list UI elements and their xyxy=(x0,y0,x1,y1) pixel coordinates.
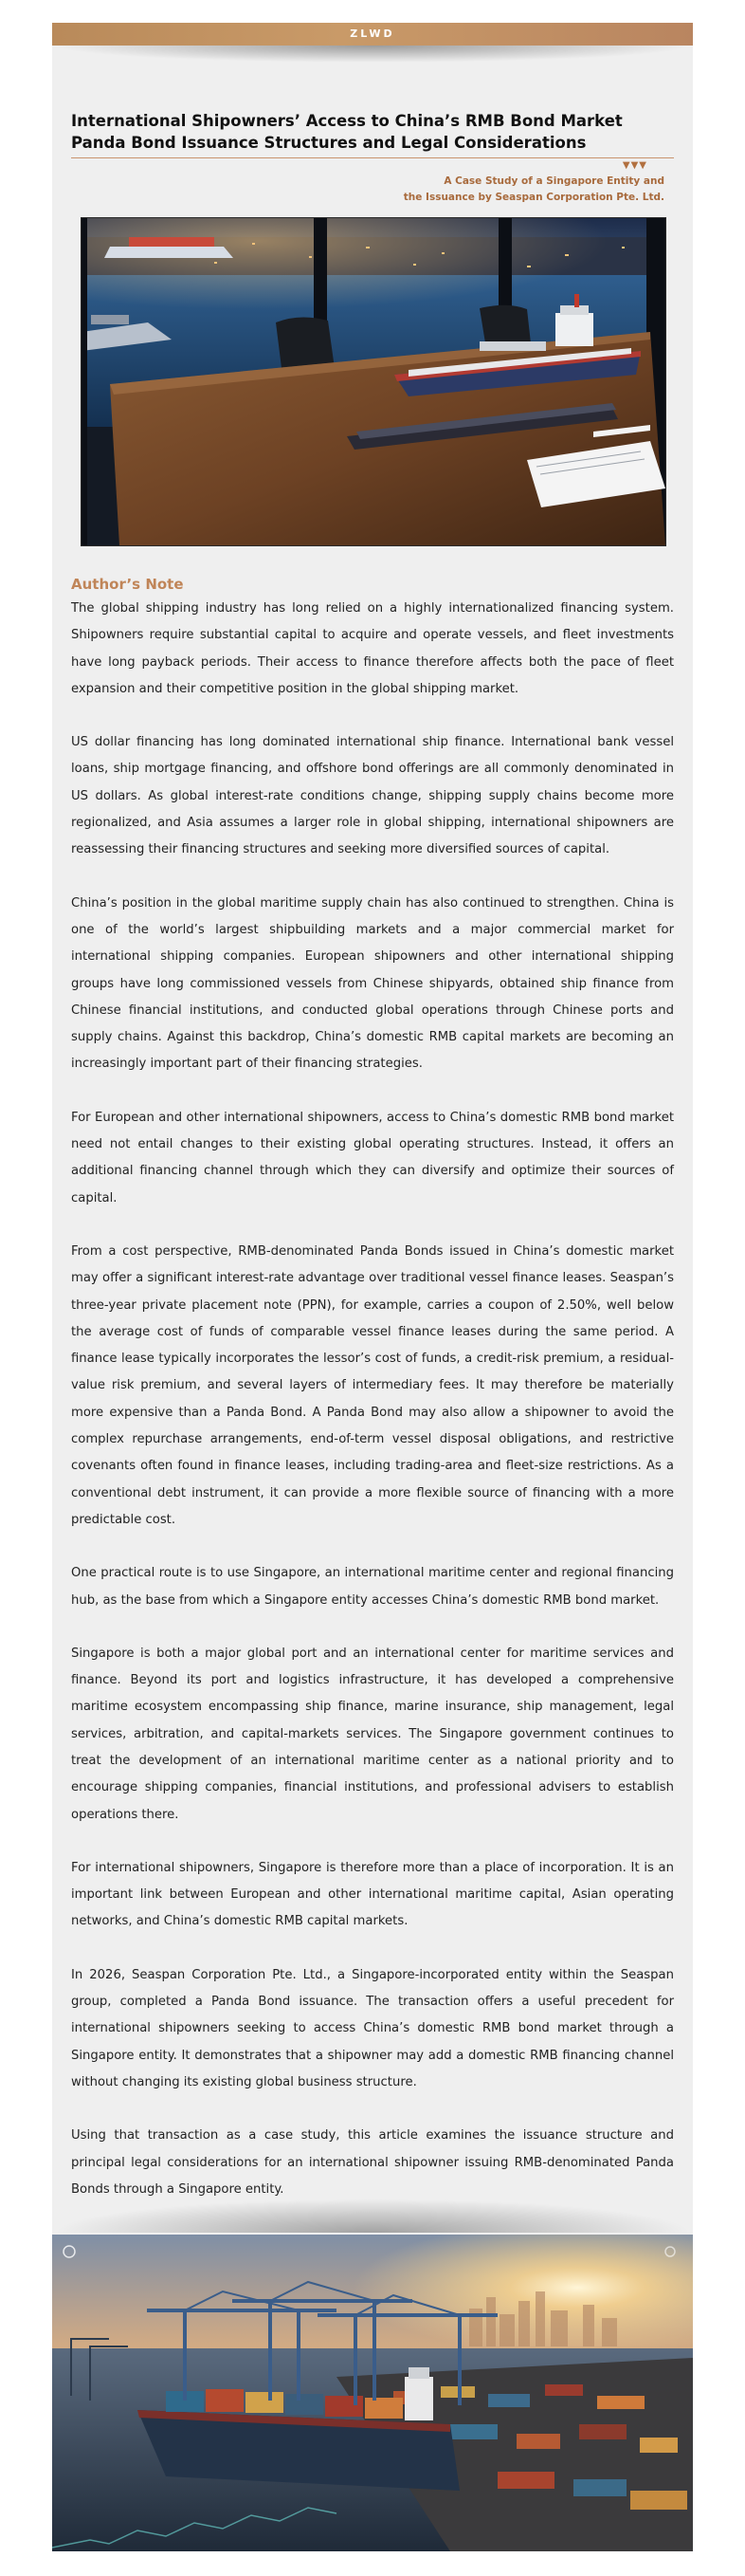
subtitle-line-1: A Case Study of a Singapore Entity and xyxy=(444,175,664,187)
section-heading-authors-note: Author’s Note xyxy=(71,576,184,593)
paragraph: Using that transaction as a case study, this article examines the issuance structure and principal legal considerations for an international shipowner issuing RMB-denominated Panda Bonds through a Singapore entity. xyxy=(71,2128,674,2197)
down-arrows-icon: ▼▼▼ xyxy=(622,160,647,171)
article-page xyxy=(52,23,693,2551)
paragraph: China’s position in the global maritime supply chain has also continued to strengthen. China is one of the world’s largest shipbuilding markets and a major commercial market for international shipping companies. European shipowners and other international shipping groups have long commissioned vessels from Chinese shipyards, obtained ship finance from Chinese financial institutions, and conducted global operations through Chinese ports and supply chains. Against this backdrop, China’s domestic RMB capital markets are becoming an increasingly important part of their financing strategies. xyxy=(71,895,674,1072)
paragraph: Singapore is both a major global port and an international center for maritime services and finance. Beyond its port and logistics infrastructure, it has developed a comprehensive maritime ecosystem encompassing ship finance, marine insurance, ship management, legal services, arbitration, and capital-markets services. The Singapore government continues to treat the development of an international maritime center as a national priority and to encourage shipping companies, financial institutions, and professional advisers to establish operations there. xyxy=(71,1646,674,1822)
brand-bar xyxy=(52,23,693,46)
footer-image-container-port xyxy=(52,2235,693,2551)
paragraph: The global shipping industry has long relied on a highly internationalized financing system. Shipowners require substantial capital to acquire and operate vessels, and fleet investments have long payback periods. Their access to finance therefore affects both the pace of fleet expansion and their competitive position in the global shipping market. xyxy=(71,601,674,696)
title-line-2: Panda Bond Issuance Structures and Legal Considerations xyxy=(71,134,587,152)
paragraph: One practical route is to use Singapore, an international maritime center and regional financing hub, as the base from which a Singapore entity accesses China’s domestic RMB bond market. xyxy=(71,1566,674,1608)
paragraph: For European and other international shipowners, access to China’s domestic RMB bond market need not entail changes to their existing global operating structures. Instead, it offers an additional financing channel through which they can diversify and optimize their sources of capital. xyxy=(71,1110,674,1205)
paragraph: US dollar financing has long dominated international ship finance. International bank vessel loans, ship mortgage financing, and offshore bond offerings are all commonly denominated in US dollars. As global interest-rate conditions change, shipping supply chains become more regionalized, and Asia assumes a larger role in global shipping, international shipowners are reassessing their financing structures and seeking more diversified sources of capital. xyxy=(71,735,674,857)
title-divider xyxy=(71,157,674,158)
title-line-1: International Shipowners’ Access to China’s RMB Bond Market xyxy=(71,112,623,130)
hero-image-boardroom-ship-model xyxy=(81,217,666,546)
subtitle xyxy=(52,174,664,206)
title-block xyxy=(52,63,693,154)
footer-shadow xyxy=(52,2199,693,2233)
header-shadow xyxy=(52,46,693,63)
subtitle-line-2: the Issuance by Seaspan Corporation Pte. Ltd. xyxy=(403,192,664,203)
paragraph: For international shipowners, Singapore is therefore more than a place of incorporation. It is an important link between European and other international maritime capital, Asian operating networks, and China’s domestic RMB capital markets. xyxy=(71,1860,674,1929)
article-body xyxy=(71,596,674,2203)
brand-label: ZLWD xyxy=(350,28,395,40)
paragraph: From a cost perspective, RMB-denominated Panda Bonds issued in China’s domestic market may offer a significant interest-rate advantage over traditional vessel finance leases. Seaspan’s three-year private placement note (PPN), for example, carries a coupon of 2.50%, well below the average cost of funds of comparable vessel finance leases during the same period. A finance lease typically incorporates the lessor’s cost of funds, a credit-risk premium, a residual-value risk premium, and several layers of intermediary fees. It may therefore be materially more expensive than a Panda Bond. A Panda Bond may also allow a shipowner to avoid the complex repurchase arrangements, end-of-term vessel disposal obligations, and restrictive covenants often found in finance leases, including trading-area and fleet-size restrictions. As a conventional debt instrument, it can provide a more flexible source of financing with a more predictable cost. xyxy=(71,1243,674,1527)
paragraph: In 2026, Seaspan Corporation Pte. Ltd., a Singapore-incorporated entity within the Seaspan group, completed a Panda Bond issuance. The transaction offers a useful precedent for international shipowners seeking to access China’s domestic RMB bond market through a Singapore entity. It demonstrates that a shipowner may add a domestic RMB financing channel without changing its existing global business structure. xyxy=(71,1967,674,2089)
